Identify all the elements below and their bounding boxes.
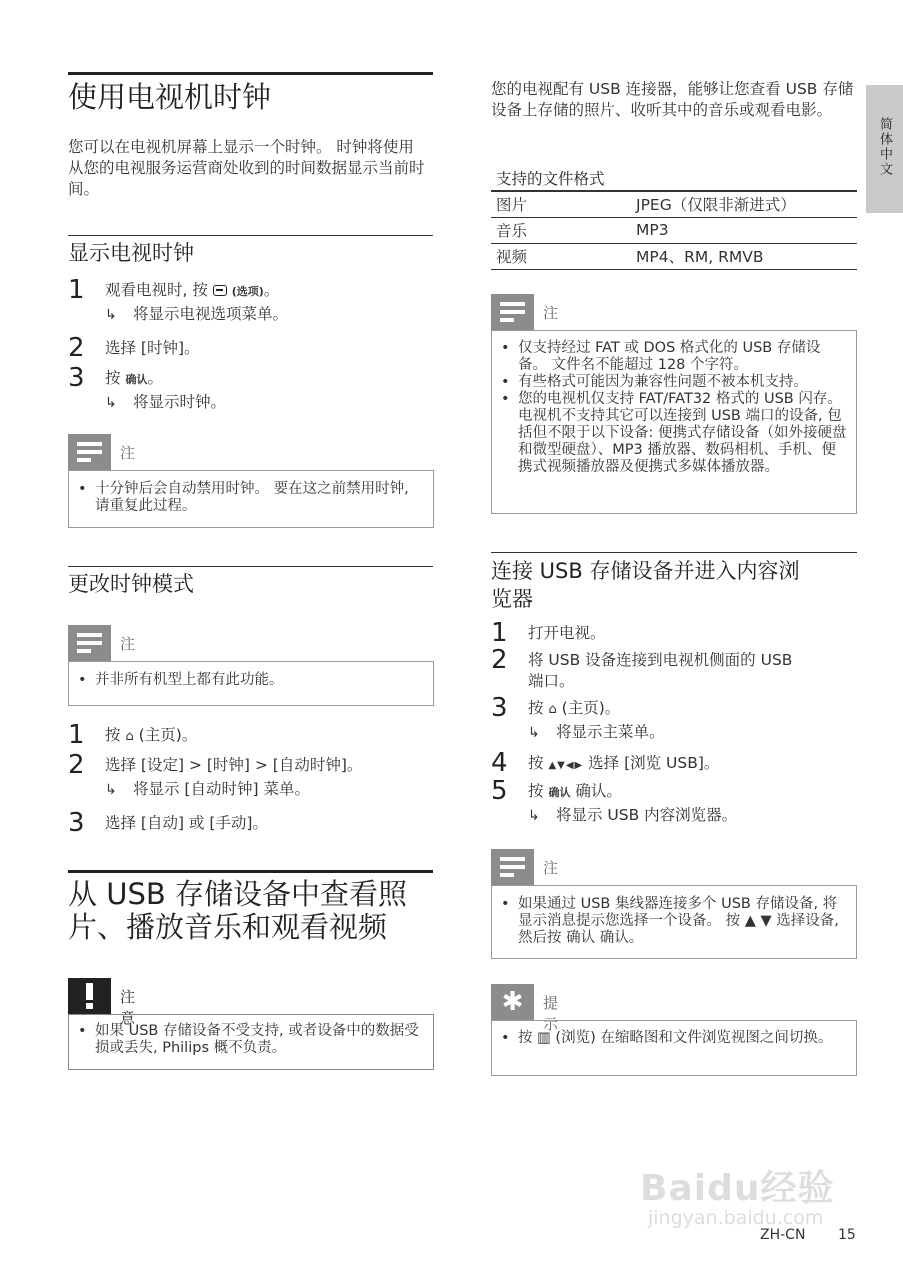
result-arrow-icon: ↳ (105, 782, 117, 798)
watermark-url: jingyan.baidu.com (648, 1207, 824, 1229)
navigation-arrows-icon: ▲▼◀▶ (548, 760, 584, 771)
table-row: 音乐 MP3 (491, 217, 857, 243)
step-number: 1 (68, 275, 85, 305)
note-icon (491, 849, 534, 885)
section-title-usb: 从 USB 存储设备中查看照 片、播放音乐和观看视频 (68, 877, 407, 944)
note-label: 注 (120, 635, 136, 653)
step-text: 按 ⌂ (主页)。 (105, 726, 198, 744)
tip-label: 提示 (543, 994, 559, 1033)
section-rule (68, 870, 433, 873)
step-number: 2 (491, 645, 508, 675)
step-result: ↳ 将显示 USB 内容浏览器。 (528, 805, 737, 827)
tip-box (491, 1020, 857, 1076)
tip-icon: ✱ (491, 984, 534, 1020)
note-label: 注 (543, 304, 559, 322)
step-result: ↳ 将显示主菜单。 (528, 722, 665, 744)
note-icon (68, 625, 111, 661)
note-box (491, 330, 857, 514)
subsection-rule (491, 552, 857, 553)
format-table (491, 165, 857, 270)
home-icon: ⌂ (548, 702, 557, 717)
section-title-clock: 使用电视机时钟 (68, 80, 272, 114)
step-result: ↳ 将显示时钟。 (105, 392, 226, 414)
step-number: 5 (491, 776, 508, 806)
note-item: • 有些格式可能因为兼容性问题不被本机支持。 (492, 374, 848, 391)
caution-item: • 如果 USB 存储设备不受支持, 或者设备中的数据受损或丢失, Philips 概不负责。 (69, 1023, 427, 1057)
clock-intro: 您可以在电视机屏幕上显示一个时钟。 时钟将使用从您的电视服务运营商处收到的时间数据显示当前时间。 (68, 138, 425, 198)
subsection-rule (68, 566, 433, 567)
result-arrow-icon: ↳ (105, 307, 117, 323)
caution-label: 注意 (120, 988, 136, 1027)
note-icon (68, 434, 111, 470)
language-label: 简体中文 (877, 117, 892, 177)
table-header: 支持的文件格式 (491, 165, 857, 191)
watermark-logo: Baidu经验 (640, 1168, 835, 1209)
note-box (491, 885, 857, 959)
step-number: 1 (68, 720, 85, 750)
step-text: 按 ▲▼◀▶ 选择 [浏览 USB]。 (528, 754, 720, 772)
subsection-rule (68, 235, 433, 236)
tip-item: • 按 ▥ (浏览) 在缩略图和文件浏览视图之间切换。 (492, 1030, 848, 1047)
subsection-title-show-clock: 显示电视时钟 (68, 241, 194, 265)
caution-icon (68, 978, 111, 1014)
subsection-title-usb-browser: 连接 USB 存储设备并进入内容浏 览器 (491, 559, 800, 611)
note-item: • 您的电视机仅支持 FAT/FAT32 格式的 USB 闪存。电视机不支持其它可以连接到 USB 端口的设备, 包括但不限于以下设备: 便携式存储设备（如外接硬盘和微型硬盘）、MP3 播放器、数码相机、手机、便携式视频播放器及便携式多媒体播放器。 (492, 391, 848, 476)
note-item: • 如果通过 USB 集线器连接多个 USB 存储设备, 将显示消息提示您选择一个设备。 按 ▲ ▼ 选择设备, 然后按 确认 确认。 (492, 896, 848, 947)
note-label: 注 (120, 444, 136, 462)
step-text: 选择 [时钟]。 (105, 339, 200, 357)
note-box (68, 470, 434, 528)
result-arrow-icon: ↳ (528, 808, 540, 824)
step-text: 按 ⌂ (主页)。 (528, 699, 621, 717)
step-text: 将 USB 设备连接到电视机侧面的 USB 端口。 (528, 651, 793, 690)
page-number: 15 (838, 1227, 856, 1243)
step-number: 2 (68, 750, 85, 780)
result-arrow-icon: ↳ (105, 395, 117, 411)
usb-intro: 您的电视配有 USB 连接器，能够让您查看 USB 存储设备上存储的照片、收听其中的音乐或观看电影。 (491, 80, 854, 119)
note-label: 注 (543, 859, 559, 877)
step-result: ↳ 将显示电视选项菜单。 (105, 304, 288, 326)
step-number: 1 (491, 618, 508, 648)
section-rule (68, 72, 433, 75)
table-row: 图片 JPEG（仅限非渐进式） (491, 191, 857, 217)
step-text: 观看电视时, 按 (选项)。 (105, 281, 280, 299)
step-text: 按 确认。 (105, 369, 163, 387)
step-text: 选择 [自动] 或 [手动]。 (105, 814, 268, 832)
language-side-tab (866, 85, 903, 213)
note-box (68, 661, 434, 706)
note-item: • 仅支持经过 FAT 或 DOS 格式化的 USB 存储设备。 文件名不能超过 128 个字符。 (492, 340, 848, 374)
step-number: 3 (68, 363, 85, 393)
caution-box (68, 1014, 434, 1070)
step-number: 3 (68, 808, 85, 838)
table-row: 视频 MP4、RM, RMVB (491, 243, 857, 269)
step-number: 4 (491, 748, 508, 778)
result-arrow-icon: ↳ (528, 725, 540, 741)
subsection-title-clock-mode: 更改时钟模式 (68, 572, 194, 596)
step-result: ↳ 将显示 [自动时钟] 菜单。 (105, 779, 310, 801)
step-text: 按 确认 确认。 (528, 782, 622, 800)
note-item: • 并非所有机型上都有此功能。 (69, 672, 427, 689)
step-number: 3 (491, 693, 508, 723)
step-number: 2 (68, 333, 85, 363)
language-code: ZH-CN (760, 1227, 806, 1243)
step-text: 选择 [设定] > [时钟] > [自动时钟]。 (105, 756, 363, 774)
home-icon: ⌂ (125, 729, 134, 744)
note-icon (491, 294, 534, 330)
note-item: • 十分钟后会自动禁用时钟。 要在这之前禁用时钟, 请重复此过程。 (69, 481, 427, 515)
step-text: 打开电视。 (528, 624, 606, 642)
options-icon (213, 285, 227, 296)
